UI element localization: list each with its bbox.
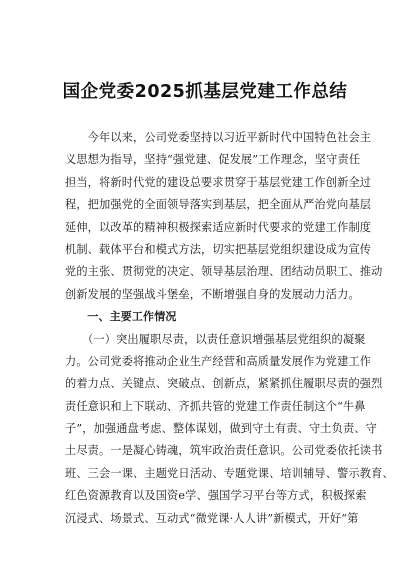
paragraph-line: 红色资源教育以及国资e学、强国学习平台等方式，积极探索 — [65, 489, 367, 503]
document-body — [65, 127, 394, 530]
paragraph-line: 机制、载体平台和模式方法，切实把基层党组织建设成为宣传 — [65, 242, 372, 256]
paragraph-line: 创新发展的坚强战斗堡垒，不断增强自身的发展动力活力。 — [65, 287, 360, 301]
paragraph-line: 子”，加强通盘考虑、整体谋划，做到守土有责、守土负责、守 — [65, 422, 377, 436]
paragraph-line: 力。公司党委将推动企业生产经营和高质量发展作为党建工作 — [65, 354, 372, 368]
section-heading: 一、主要工作情况 — [65, 310, 177, 324]
paragraph-line: 责任意识和上下联动、齐抓共管的党建工作责任制这个“牛鼻 — [65, 399, 366, 413]
document-title: 国企党委2025抓基层党建工作总结 — [62, 82, 348, 102]
paragraph-line: 的着力点、关键点、突破点、创新点，紧紧抓住履职尽责的强烈 — [65, 377, 383, 391]
paragraph-line: 担当，将新时代党的建设总要求贯穿于基层党建工作创新全过 — [65, 175, 372, 189]
paragraph-line: （一）突出履职尽责，以责任意识增强基层党组织的凝聚 — [65, 332, 366, 346]
paragraph-line: 义思想为指导，坚持“强党建、促发展”工作理念，坚守责任 — [65, 153, 361, 167]
paragraph-line: 班、三会一课、主题党日活动、专题党课、培训辅导、警示教育、 — [65, 466, 394, 480]
paragraph-line: 程，把加强党的全面领导落实到基层，把全面从严治党向基层 — [65, 198, 372, 212]
paragraph-line: 党的主张、贯彻党的决定、领导基层治理、团结动员职工、推动 — [65, 265, 383, 279]
paragraph-line: 沉浸式、场景式、互动式“微党课·人人讲”新模式，开好“第 — [65, 511, 359, 525]
paragraph-line: 土尽责。一是凝心铸魂，筑牢政治责任意识。公司党委依托读书 — [65, 444, 383, 458]
paragraph-line: 延伸，以改革的精神积极探索适应新时代要求的党建工作制度 — [65, 220, 372, 234]
paragraph-line: 今年以来，公司党委坚持以习近平新时代中国特色社会主 — [65, 131, 372, 144]
